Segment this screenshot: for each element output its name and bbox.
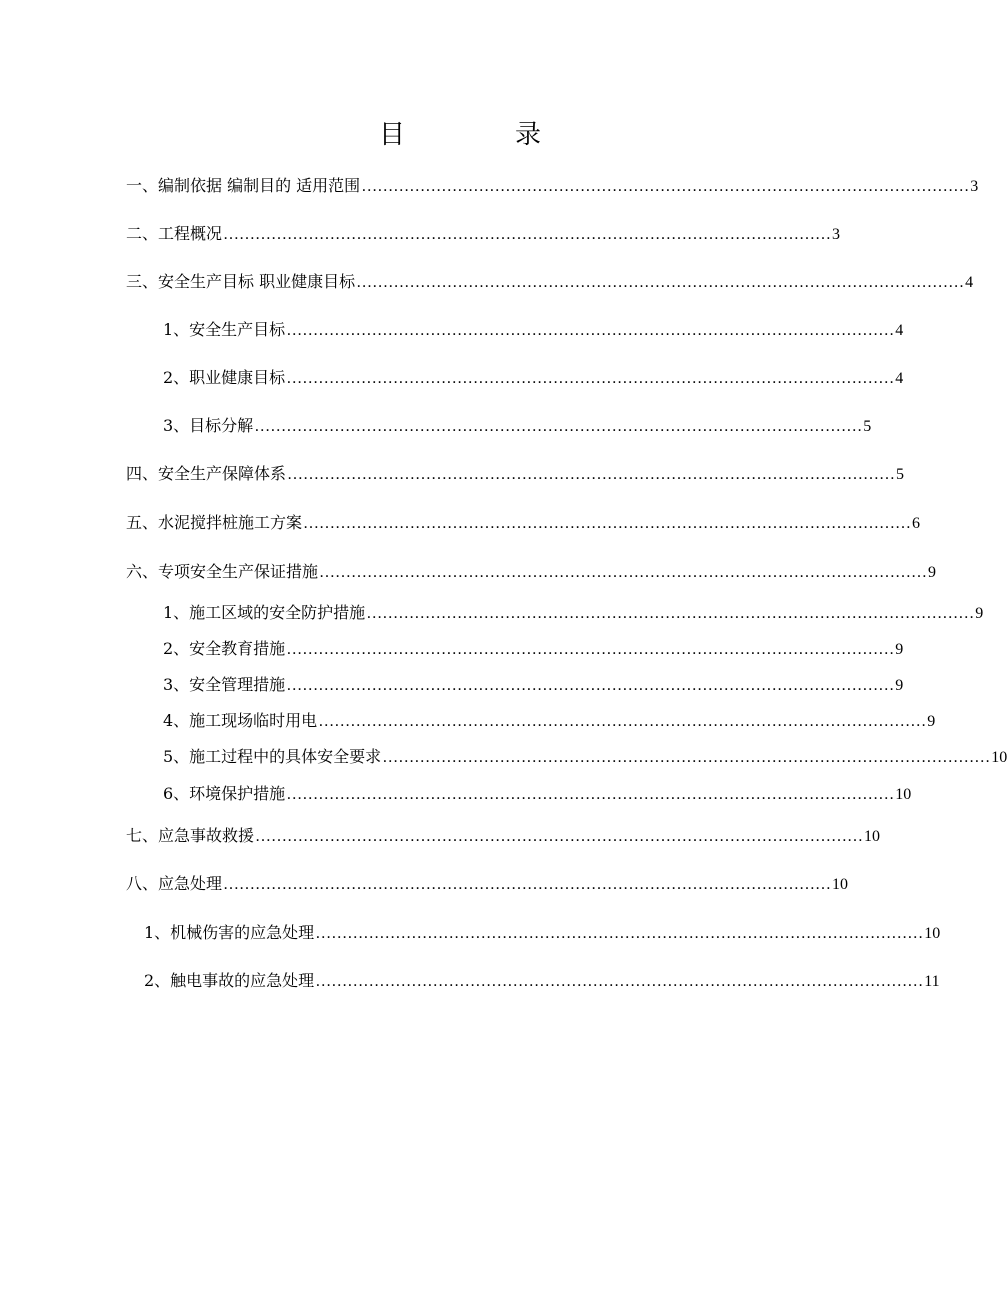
toc-label: 二、工程概况 xyxy=(126,224,223,243)
toc-row[interactable] xyxy=(163,673,904,697)
toc-leader-dots: …………………………………………………………………………………………………… xyxy=(319,564,928,581)
toc-label: 4、施工现场临时用电 xyxy=(163,711,318,730)
toc-label: 七、应急事故救援 xyxy=(126,826,255,845)
toc-page-number: 4 xyxy=(895,322,904,339)
toc-leader-dots: …………………………………………………………………………………………………… xyxy=(315,925,924,942)
toc-leader-dots: …………………………………………………………………………………………………… xyxy=(223,876,832,893)
toc-row[interactable] xyxy=(163,414,872,438)
toc-page-number: 9 xyxy=(895,677,904,694)
toc-leader-dots: …………………………………………………………………………………………………… xyxy=(223,226,832,243)
toc-label: 六、专项安全生产保证措施 xyxy=(126,562,319,581)
toc-page-number: 9 xyxy=(928,564,937,581)
toc-label: 四、安全生产保障体系 xyxy=(126,464,287,483)
toc-label: 2、安全教育措施 xyxy=(163,639,286,658)
toc-label: 三、安全生产目标 职业健康目标 xyxy=(126,272,356,291)
toc-row[interactable] xyxy=(163,709,936,733)
toc-label: 1、机械伤害的应急处理 xyxy=(144,923,315,942)
toc-leader-dots: …………………………………………………………………………………………………… xyxy=(315,973,924,990)
toc-leader-dots: …………………………………………………………………………………………………… xyxy=(303,515,912,532)
toc-page-number: 10 xyxy=(991,749,1007,766)
toc-leader-dots: …………………………………………………………………………………………………… xyxy=(318,713,927,730)
toc-row[interactable] xyxy=(163,318,904,342)
toc-row[interactable] xyxy=(126,462,905,486)
toc-row[interactable] xyxy=(163,637,904,661)
page-title: 目 录 xyxy=(378,120,583,150)
toc-page-number: 9 xyxy=(927,713,936,730)
toc-row[interactable] xyxy=(163,601,984,625)
toc-row[interactable] xyxy=(163,782,912,806)
toc-page-number: 5 xyxy=(896,466,905,483)
toc-leader-dots: …………………………………………………………………………………………………… xyxy=(361,178,970,195)
toc-page-number: 5 xyxy=(863,418,872,435)
toc-row[interactable] xyxy=(126,222,841,246)
toc-label: 五、水泥搅拌桩施工方案 xyxy=(126,513,303,532)
toc-row[interactable] xyxy=(144,969,940,993)
toc-row[interactable] xyxy=(163,366,904,390)
toc-page-number: 3 xyxy=(832,226,841,243)
toc-page-number: 4 xyxy=(965,274,974,291)
toc-page-number: 6 xyxy=(912,515,921,532)
toc-leader-dots: …………………………………………………………………………………………………… xyxy=(286,370,895,387)
toc-leader-dots: …………………………………………………………………………………………………… xyxy=(255,828,864,845)
toc-label: 1、施工区域的安全防护措施 xyxy=(163,603,366,622)
toc-row[interactable] xyxy=(144,921,941,945)
toc-page-number: 10 xyxy=(895,786,912,803)
toc-label: 1、安全生产目标 xyxy=(163,320,286,339)
toc-page-number: 11 xyxy=(924,973,940,990)
toc-row[interactable] xyxy=(126,872,849,896)
toc-page-number: 9 xyxy=(895,641,904,658)
toc-row[interactable] xyxy=(126,174,979,198)
toc-leader-dots: …………………………………………………………………………………………………… xyxy=(356,274,965,291)
toc-label: 3、目标分解 xyxy=(163,416,254,435)
toc-page-number: 10 xyxy=(832,876,849,893)
toc-label: 5、施工过程中的具体安全要求 xyxy=(163,747,382,766)
toc-leader-dots: …………………………………………………………………………………………………… xyxy=(254,418,863,435)
toc-leader-dots: …………………………………………………………………………………………………… xyxy=(286,786,895,803)
toc-row[interactable] xyxy=(163,745,1007,769)
toc-leader-dots: …………………………………………………………………………………………………… xyxy=(382,749,991,766)
toc-page-number: 4 xyxy=(895,370,904,387)
toc-label: 八、应急处理 xyxy=(126,874,223,893)
toc-leader-dots: …………………………………………………………………………………………………… xyxy=(286,322,895,339)
toc-page-number: 9 xyxy=(975,605,984,622)
toc-leader-dots: …………………………………………………………………………………………………… xyxy=(286,677,895,694)
toc-leader-dots: …………………………………………………………………………………………………… xyxy=(286,641,895,658)
toc-label: 2、职业健康目标 xyxy=(163,368,286,387)
toc-page-number: 10 xyxy=(924,925,941,942)
toc-label: 2、触电事故的应急处理 xyxy=(144,971,315,990)
toc-label: 3、安全管理措施 xyxy=(163,675,286,694)
toc-row[interactable] xyxy=(126,511,921,535)
toc-label: 6、环境保护措施 xyxy=(163,784,286,803)
toc-page-number: 3 xyxy=(970,178,979,195)
toc-label: 一、编制依据 编制目的 适用范围 xyxy=(126,176,361,195)
toc-row[interactable] xyxy=(126,270,974,294)
toc-page-number: 10 xyxy=(864,828,881,845)
toc-leader-dots: …………………………………………………………………………………………………… xyxy=(366,605,975,622)
toc-row[interactable] xyxy=(126,824,881,848)
toc-row[interactable] xyxy=(126,560,937,584)
toc-leader-dots: …………………………………………………………………………………………………… xyxy=(287,466,896,483)
